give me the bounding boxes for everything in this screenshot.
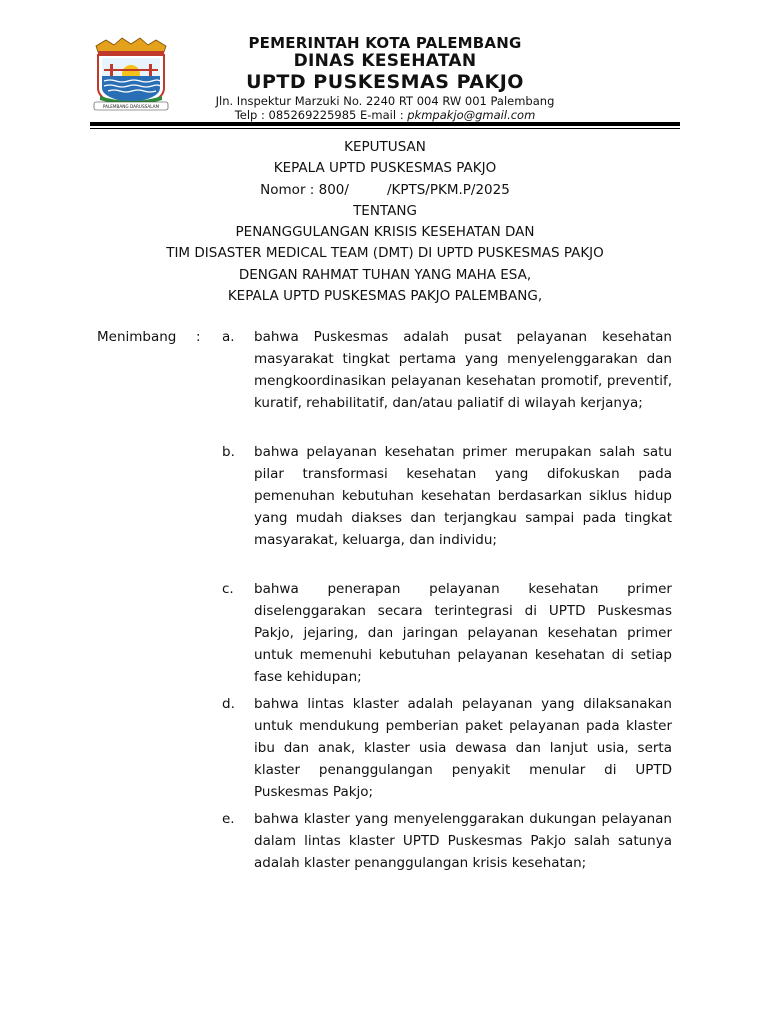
logo-caption: PALEMBANG DARUSSALAM	[102, 104, 160, 109]
subject-line-1: PENANGGULANGAN KRISIS KESEHATAN DAN	[235, 224, 535, 241]
decree-number-prefix: Nomor : 800/	[260, 181, 349, 198]
decree-number	[90, 180, 680, 201]
consideration-item	[222, 808, 672, 896]
consideration-item	[222, 326, 672, 436]
department-name: DINAS KESEHATAN	[293, 51, 477, 71]
decree-number-suffix: /KPTS/PKM.P/2025	[386, 181, 510, 198]
address-line: Jln. Inspektur Marzuki No. 2240 RT 004 RW 001 Palembang	[215, 94, 555, 108]
subject-line-2: TIM DISASTER MEDICAL TEAM (DMT) DI UPTD PUSKESMAS PAKJO	[166, 245, 604, 262]
menimbang-label: Menimbang	[97, 329, 177, 345]
about-label: TENTANG	[353, 202, 417, 219]
invocation-line: DENGAN RAHMAT TUHAN YANG MAHA ESA,	[238, 266, 532, 283]
item-letter: e.	[222, 811, 235, 827]
letterhead-rule-thick	[90, 122, 680, 126]
menimbang-colon: :	[196, 329, 201, 345]
item-letter: a.	[222, 329, 235, 345]
email-link[interactable]: pkmpakjo@gmail.com	[407, 108, 536, 122]
consideration-item	[222, 693, 672, 803]
item-text: bahwa Puskesmas adalah pusat pelayanan kesehatan masyarakat tingkat pertama yang menyelenggarakan dan mengkoordinasikan pelayanan kesehatan promotif, preventif, kuratif, rehabilitatif, dan/atau paliatif di wilayah kerjanya;	[254, 329, 672, 411]
item-text: bahwa pelayanan kesehatan primer merupakan salah satu pilar transformasi kesehatan yang difokuskan pada pemenuhan kebutuhan kesehatan berdasarkan siklus hidup yang mudah diakses dan terjangkau sampai pada tingkat masyarakat, keluarga, dan individu;	[254, 444, 672, 548]
contact-line	[180, 108, 590, 122]
decree-title-block	[90, 137, 680, 307]
unit-name: UPTD PUSKESMAS PAKJO	[246, 71, 524, 93]
item-text: bahwa lintas klaster adalah pelayanan yang dilaksanakan untuk mendukung pemberian paket pelayanan pada klaster ibu dan anak, klaster usia dewasa dan lanjut usia, serta klaster penanggulangan penyakit menular di UPTD Puskesmas Pakjo;	[254, 696, 672, 800]
issuer-line: KEPALA UPTD PUSKESMAS PAKJO	[273, 160, 497, 177]
letterhead-rule-thin	[90, 128, 680, 129]
decree-heading: KEPUTUSAN	[344, 139, 426, 155]
palembang-city-logo	[90, 36, 172, 112]
item-text: bahwa klaster yang menyelenggarakan dukungan pelayanan dalam lintas klaster UPTD Puskesmas Pakjo salah satunya adalah klaster penanggulangan krisis kesehatan;	[254, 811, 672, 871]
item-letter: d.	[222, 696, 235, 712]
item-letter: b.	[222, 444, 235, 460]
government-name: PEMERINTAH KOTA PALEMBANG	[248, 34, 522, 52]
phone-text: Telp : 085269225985 E-mail :	[234, 108, 408, 122]
item-text: bahwa penerapan pelayanan kesehatan primer diselenggarakan secara terintegrasi di UPTD Puskesmas Pakjo, jejaring, dan jaringan pelayanan kesehatan primer untuk memenuhi kebutuhan pelayanan kesehatan di setiap fase kehidupan;	[254, 581, 672, 685]
issuer-signature-line: KEPALA UPTD PUSKESMAS PAKJO PALEMBANG,	[227, 288, 543, 305]
consideration-item	[222, 578, 672, 688]
letterhead	[180, 34, 590, 122]
item-letter: c.	[222, 581, 234, 597]
consideration-item	[222, 441, 672, 573]
